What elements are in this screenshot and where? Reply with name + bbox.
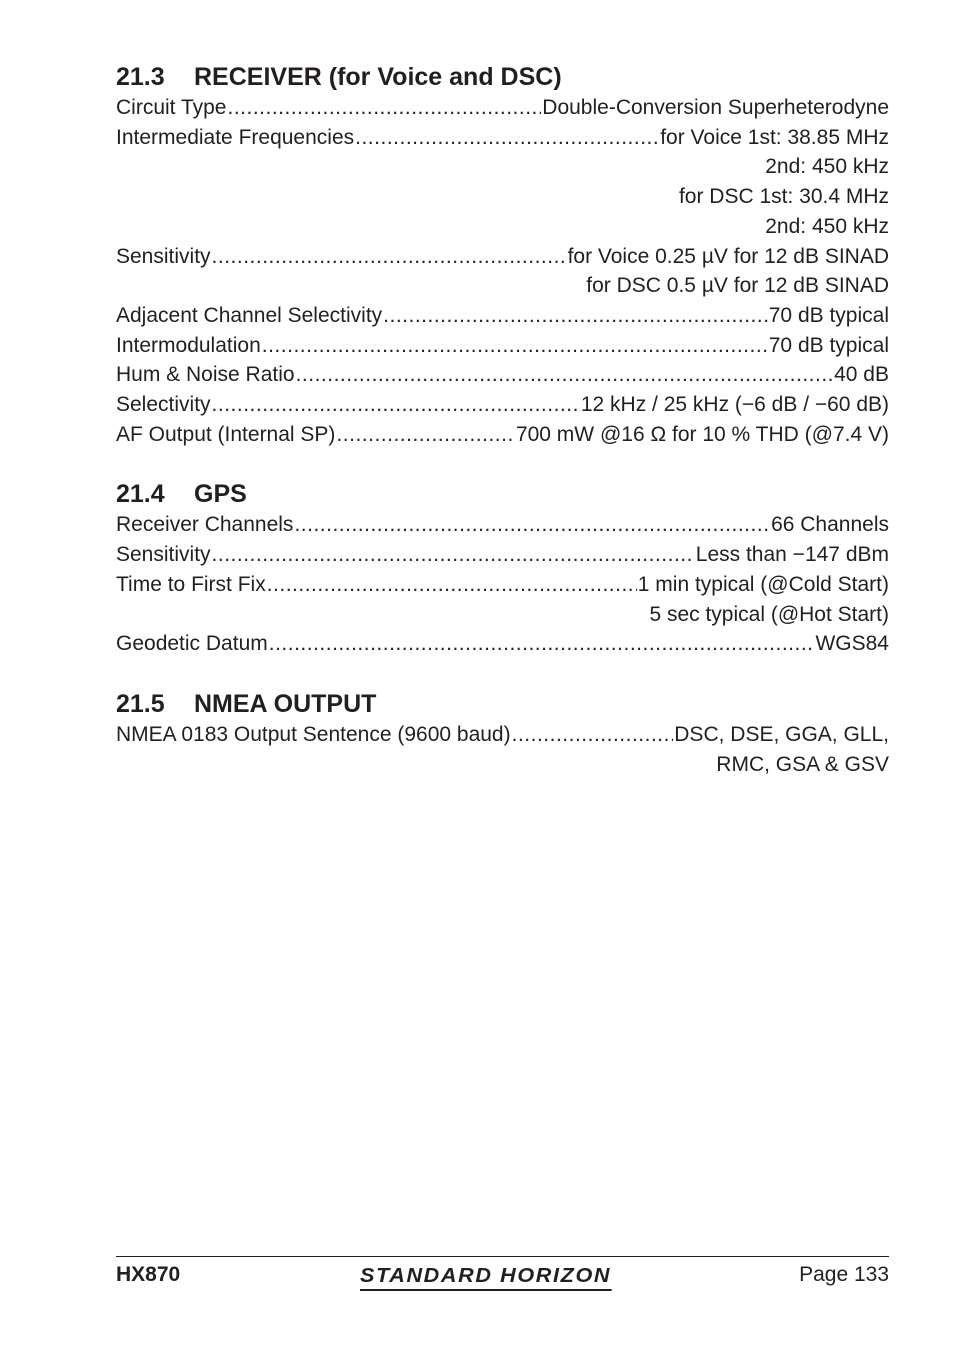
page-footer	[116, 1256, 889, 1297]
spec-row-intermodulation	[116, 331, 889, 361]
spec-row-time-to-first-fix	[116, 570, 889, 600]
spec-value-continuation: 2nd: 450 kHz	[765, 155, 889, 179]
spec-label: Intermodulation	[116, 333, 261, 357]
dot-leader	[512, 720, 674, 750]
spec-label: NMEA 0183 Output Sentence (9600 baud)	[116, 722, 511, 746]
spec-value-continuation: for DSC 1st: 30.4 MHz	[678, 185, 889, 209]
section-title: GPS	[194, 480, 247, 509]
spec-value: Less than −147 dBm	[695, 543, 889, 567]
spec-value: 700 mW @16 Ω for 10 % THD (@7.4 V)	[515, 422, 889, 446]
dot-leader	[336, 420, 515, 450]
spec-row-hum-noise-ratio	[116, 360, 889, 390]
dot-leader	[212, 540, 695, 570]
section-heading	[116, 689, 889, 719]
model-name: HX870	[116, 1263, 181, 1286]
spec-row-nmea-sentence	[116, 720, 889, 750]
spec-value: Double-Conversion Superheterodyne	[542, 96, 889, 119]
spec-label: Selectivity	[116, 393, 211, 417]
brand-logo	[360, 1265, 611, 1288]
spec-value: 40 dB	[834, 363, 889, 387]
spec-value-continuation: for DSC 0.5 µV for 12 dB SINAD	[586, 274, 889, 298]
spec-label: Hum & Noise Ratio	[116, 363, 295, 387]
spec-value: for Voice 1st: 38.85 MHz	[660, 125, 889, 149]
section-heading	[116, 62, 889, 92]
dot-leader	[228, 93, 542, 123]
spec-label: Receiver Channels	[116, 513, 294, 537]
spec-value-continuation: RMC, GSA & GSV	[716, 752, 889, 776]
dot-leader	[267, 570, 637, 600]
spec-value: for Voice 0.25 µV for 12 dB SINAD	[567, 244, 889, 268]
spec-label: Sensitivity	[116, 543, 211, 567]
spec-row-intermediate-frequencies	[116, 123, 889, 153]
spec-row-circuit-type	[116, 93, 889, 123]
section-title: NMEA OUTPUT	[194, 689, 377, 718]
section-receiver	[116, 62, 889, 449]
section-title: RECEIVER (for Voice and DSC)	[194, 63, 562, 91]
brand-logo-text: STANDARD HORIZON	[360, 1265, 612, 1287]
spec-label: Circuit Type	[116, 96, 227, 119]
dot-leader	[212, 242, 567, 272]
dot-leader	[212, 390, 580, 420]
dot-leader	[355, 123, 659, 153]
spec-value: 70 dB typical	[768, 303, 889, 327]
spec-value: WGS84	[815, 632, 889, 656]
dot-leader	[262, 331, 768, 361]
spec-row-selectivity	[116, 390, 889, 420]
spec-label: AF Output (Internal SP)	[116, 422, 336, 446]
spec-label: Geodetic Datum	[116, 632, 268, 656]
spec-label: Time to First Fix	[116, 572, 266, 596]
spec-value-continuation: 5 sec typical (@Hot Start)	[649, 602, 889, 626]
page-number: Page 133	[799, 1263, 889, 1286]
section-number: 21.5	[116, 689, 165, 718]
spec-row-geodetic-datum	[116, 629, 889, 659]
spec-label: Intermediate Frequencies	[116, 125, 355, 149]
spec-row-af-output	[116, 420, 889, 450]
spec-value: 1 min typical (@Cold Start)	[637, 572, 889, 596]
section-heading	[116, 479, 889, 509]
dot-leader	[269, 629, 815, 659]
dot-leader	[296, 360, 834, 390]
spec-value: 66 Channels	[771, 513, 889, 537]
spec-label: Adjacent Channel Selectivity	[116, 303, 383, 327]
section-number: 21.4	[116, 480, 165, 509]
section-nmea-output	[116, 689, 889, 779]
section-number: 21.3	[116, 63, 165, 91]
dot-leader	[294, 510, 770, 540]
spec-label: Sensitivity	[116, 244, 211, 268]
spec-value: DSC, DSE, GGA, GLL,	[674, 722, 889, 746]
section-gps	[116, 479, 889, 659]
spec-row-gps-sensitivity	[116, 540, 889, 570]
dot-leader	[383, 301, 768, 331]
logo-underline	[360, 1289, 611, 1291]
spec-row-sensitivity	[116, 242, 889, 272]
spec-value-continuation: 2nd: 450 kHz	[765, 214, 889, 238]
spec-value: 12 kHz / 25 kHz (−6 dB / −60 dB)	[580, 393, 889, 417]
spec-row-adjacent-channel-selectivity	[116, 301, 889, 331]
spec-row-receiver-channels	[116, 510, 889, 540]
spec-page	[116, 62, 889, 809]
spec-value: 70 dB typical	[768, 333, 889, 357]
